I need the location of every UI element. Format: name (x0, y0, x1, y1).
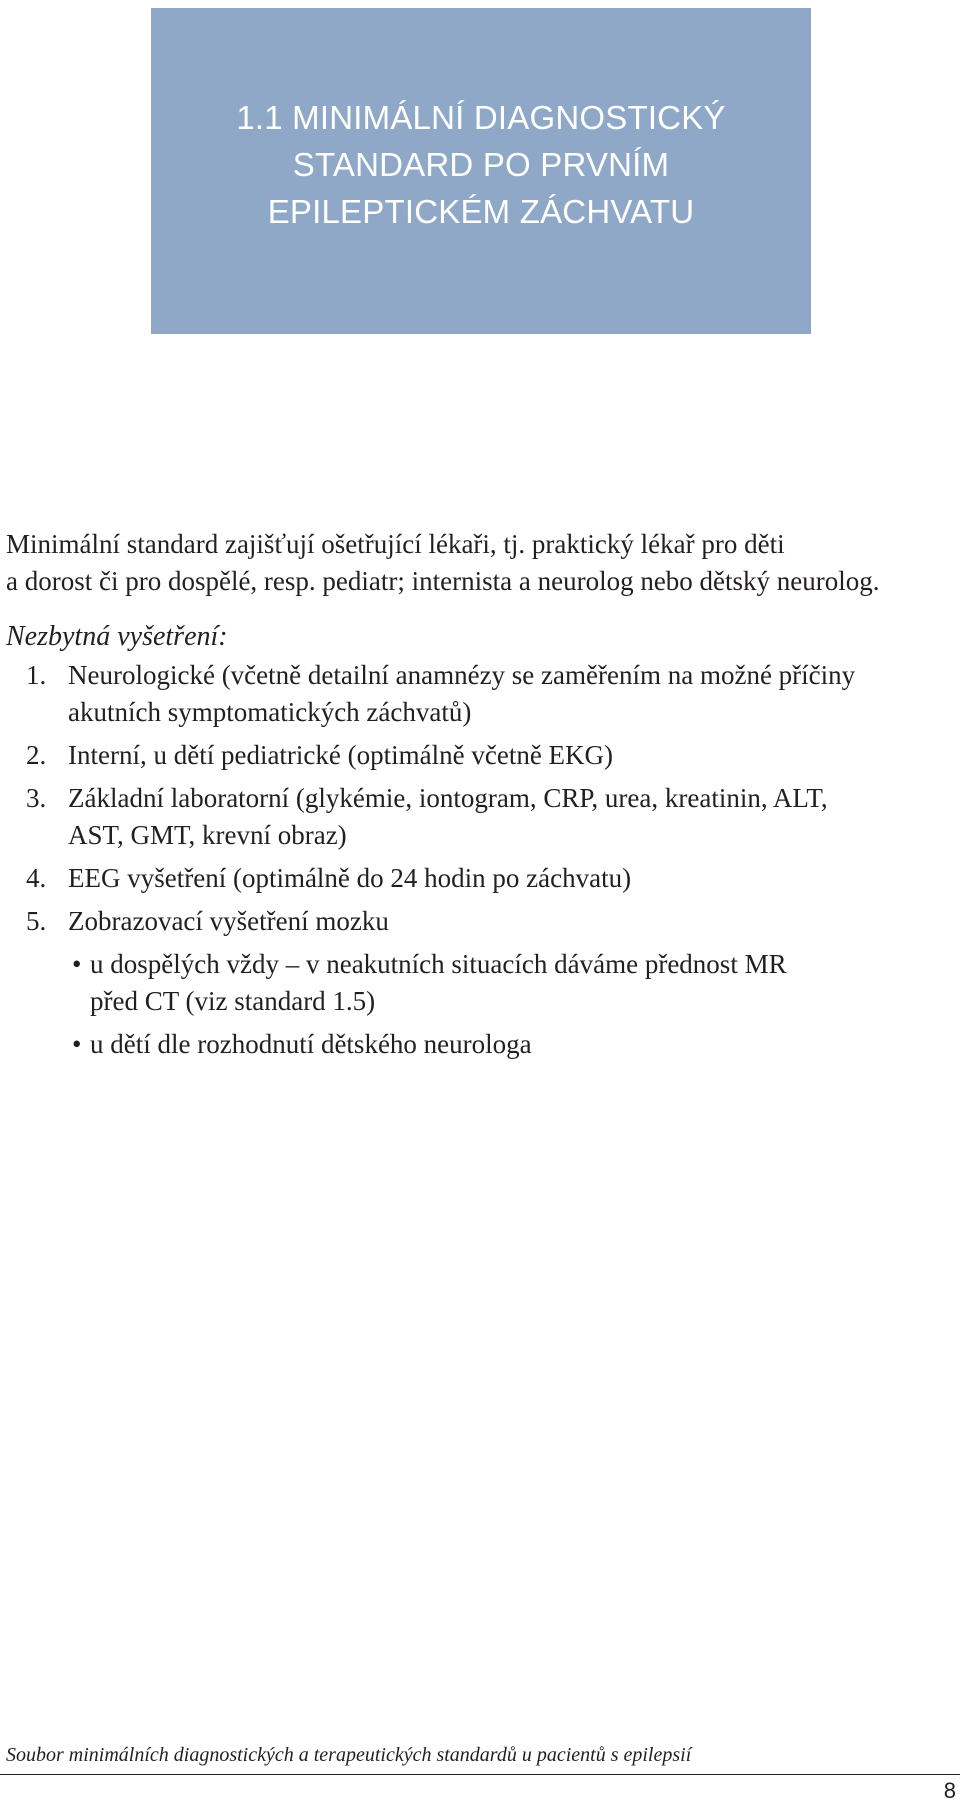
item-text: Interní, u dětí pediatrické (optimálně včetně EKG) (68, 740, 614, 770)
section-heading: Nezbytná vyšetření: (6, 621, 228, 652)
sublist-item-text: u dětí dle rozhodnutí dětského neurologa (90, 1029, 532, 1059)
intro-line: a dorost či pro dospělé, resp. pediatr; internista a neurolog nebo dětský neurolog. (6, 566, 880, 596)
item-text: Zobrazovací vyšetření mozku (68, 906, 389, 936)
item-number: 2. (26, 740, 47, 770)
list-item (6, 780, 956, 854)
main-content (6, 526, 956, 1063)
list-item (6, 657, 956, 731)
sublist-item (68, 1026, 956, 1063)
list-item (6, 737, 956, 774)
item-number: 5. (26, 906, 47, 936)
examinations-list (6, 657, 956, 1063)
footer-publication-title: Soubor minimálních diagnostických a terapeutických standardů u pacientů s epilepsií (6, 1744, 692, 1766)
sublist-item (68, 946, 956, 1020)
sublist-item-text: před CT (viz standard 1.5) (90, 986, 376, 1016)
chapter-title-line: STANDARD PO PRVNÍM (292, 146, 670, 183)
sublist-item-text: u dospělých vždy – v neakutních situacích dáváme přednost MR (90, 949, 787, 979)
item-number: 3. (26, 783, 47, 813)
imaging-sublist (68, 946, 956, 1063)
list-item (6, 903, 956, 1063)
item-text: Neurologické (včetně detailní anamnézy se zaměřením na možné příčiny (68, 660, 856, 690)
list-item (6, 860, 956, 897)
item-text: akutních symptomatických záchvatů) (68, 697, 472, 727)
bullet-icon: • (72, 1029, 82, 1059)
item-text: EEG vyšetření (optimálně do 24 hodin po záchvatu) (68, 863, 632, 893)
chapter-title-line: 1.1 MINIMÁLNÍ DIAGNOSTICKÝ (236, 99, 726, 136)
intro-paragraph (6, 526, 956, 600)
chapter-title-box (151, 8, 811, 334)
item-text: Základní laboratorní (glykémie, iontogram, CRP, urea, kreatinin, ALT, (68, 783, 828, 813)
page-number: 8 (943, 1778, 956, 1803)
footer-divider (0, 1774, 960, 1775)
item-number: 1. (26, 660, 47, 690)
item-number: 4. (26, 863, 47, 893)
item-text: AST, GMT, krevní obraz) (68, 820, 347, 850)
intro-line: Minimální standard zajišťují ošetřující lékaři, tj. praktický lékař pro děti (6, 529, 785, 559)
chapter-title-line: EPILEPTICKÉM ZÁCHVATU (267, 193, 695, 230)
chapter-title (151, 94, 811, 235)
bullet-icon: • (72, 949, 82, 979)
